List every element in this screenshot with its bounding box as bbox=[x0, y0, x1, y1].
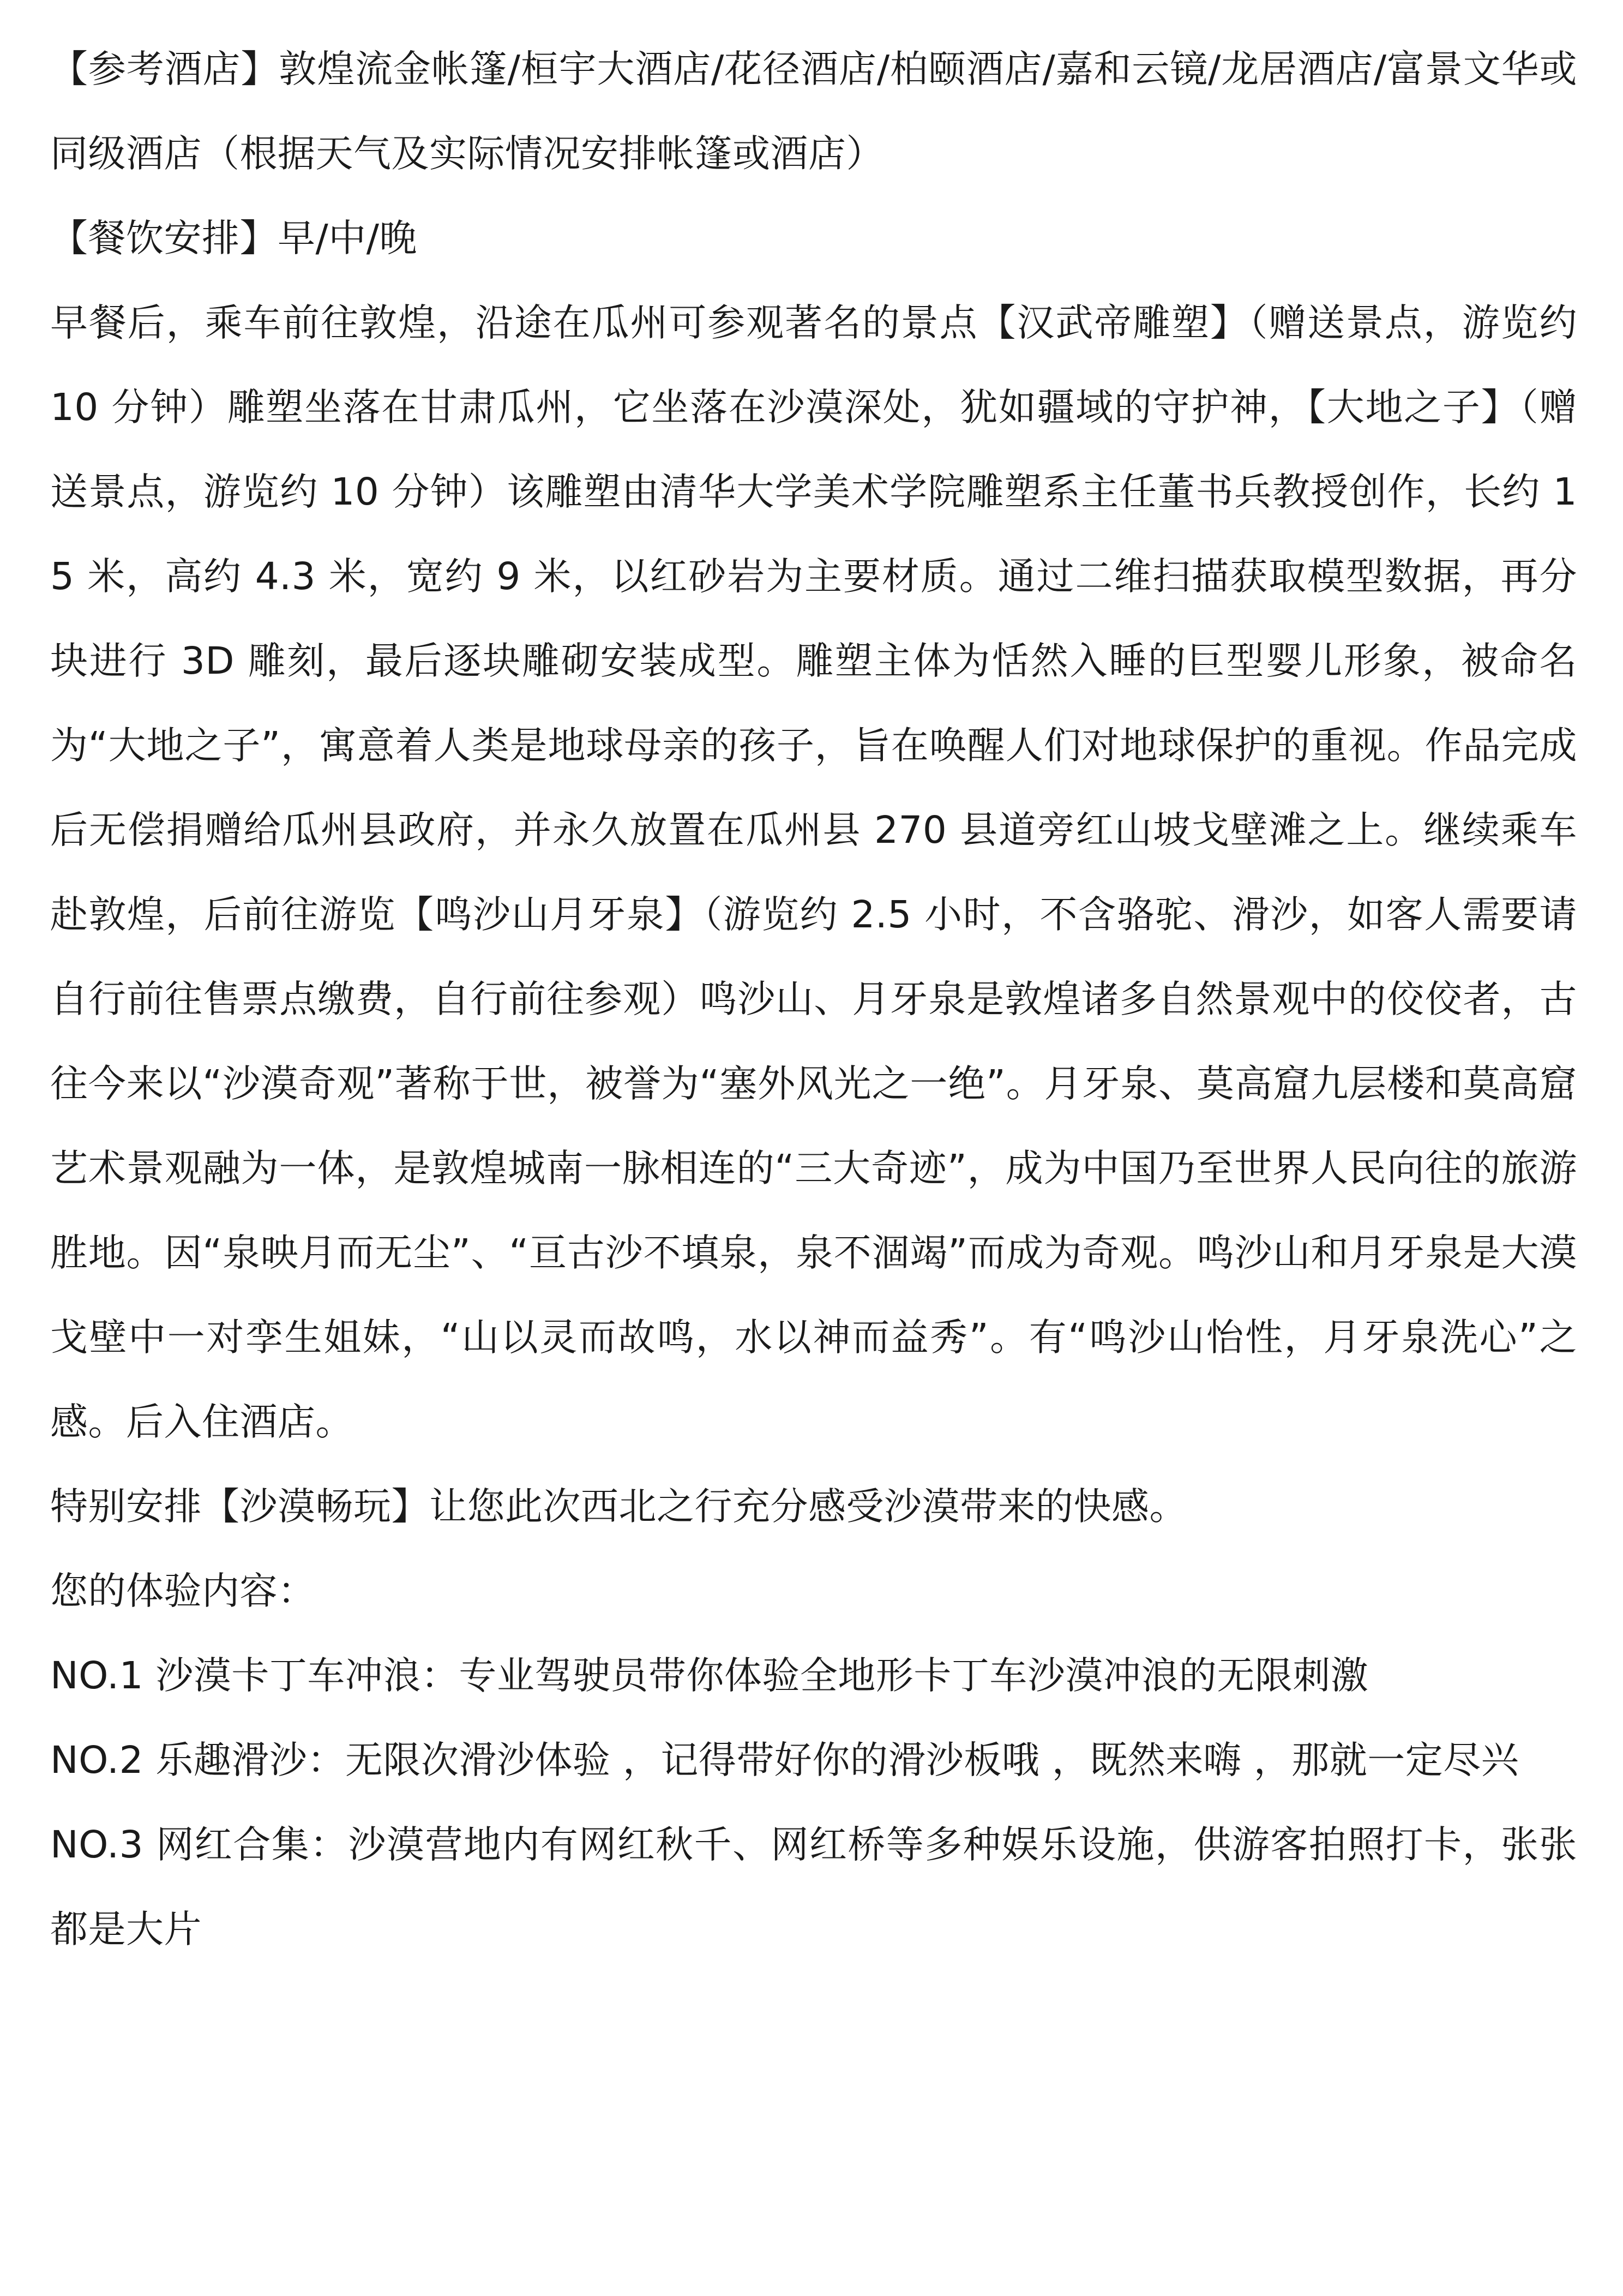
experience-item-1: NO.1 沙漠卡丁车冲浪：专业驾驶员带你体验全地形卡丁车沙漠冲浪的无限刺激 bbox=[50, 1654, 1369, 1698]
document-page bbox=[50, 27, 1577, 1972]
experience-item-2: NO.2 乐趣滑沙：无限次滑沙体验 ，记得带好你的滑沙板哦 ，既然来嗨 ，那就一定尽兴 bbox=[50, 1739, 1519, 1782]
hotel-reference-paragraph: 【参考酒店】敦煌流金帐篷/桓宇大酒店/花径酒店/柏颐酒店/嘉和云镜/龙居酒店/富景文华或同级酒店（根据天气及实际情况安排帐篷或酒店） bbox=[50, 47, 1577, 176]
experience-heading: 您的体验内容： bbox=[50, 1569, 316, 1613]
meal-arrangement-paragraph: 【餐饮安排】早/中/晚 bbox=[50, 217, 417, 260]
experience-item-3: NO.3 网红合集：沙漠营地内有网红秋千、网红桥等多种娱乐设施，供游客拍照打卡，张张都是大片 bbox=[50, 1823, 1577, 1951]
itinerary-description-paragraph: 早餐后，乘车前往敦煌，沿途在瓜州可参观著名的景点【汉武帝雕塑】（赠送景点，游览约 10 分钟）雕塑坐落在甘肃瓜州，它坐落在沙漠深处，犹如疆域的守护神，【大地之子】（赠送景点，游览约 10 分钟）该雕塑由清华大学美术学院雕塑系主任董书兵教授创作，长约 15 米，高约 4.3 米，宽约 9 米，以红砂岩为主要材质。通过二维扫描获取模型数据，再分块进行 3D 雕刻，最后逐块雕砌安装成型。雕塑主体为恬然入睡的巨型婴儿形象，被命名为“大地之子”，寓意着人类是地球母亲的孩子，旨在唤醒人们对地球保护的重视。作品完成后无偿捐赠给瓜州县政府，并永久放置在瓜州县 270 县道旁红山坡戈壁滩之上。继续乘车赴敦煌，后前往游览【鸣沙山月牙泉】（游览约 2.5 小时，不含骆驼、滑沙，如客人需要请自行前往售票点缴费，自行前往参观）鸣沙山、月牙泉是敦煌诸多自然景观中的佼佼者，古往今来以“沙漠奇观”著称于世，被誉为“塞外风光之一绝”。月牙泉、莫高窟九层楼和莫高窟艺术景观融为一体，是敦煌城南一脉相连的“三大奇迹”，成为中国乃至世界人民向往的旅游胜地。因“泉映月而无尘”、“亘古沙不填泉，泉不涸竭”而成为奇观。鸣沙山和月牙泉是大漠戈壁中一对孪生姐妹，“山以灵而故鸣，水以神而益秀”。有“鸣沙山怡性，月牙泉洗心”之感。后入住酒店。 bbox=[50, 301, 1577, 1444]
special-arrangement-paragraph: 特别安排【沙漠畅玩】让您此次西北之行充分感受沙漠带来的快感。 bbox=[50, 1485, 1187, 1528]
